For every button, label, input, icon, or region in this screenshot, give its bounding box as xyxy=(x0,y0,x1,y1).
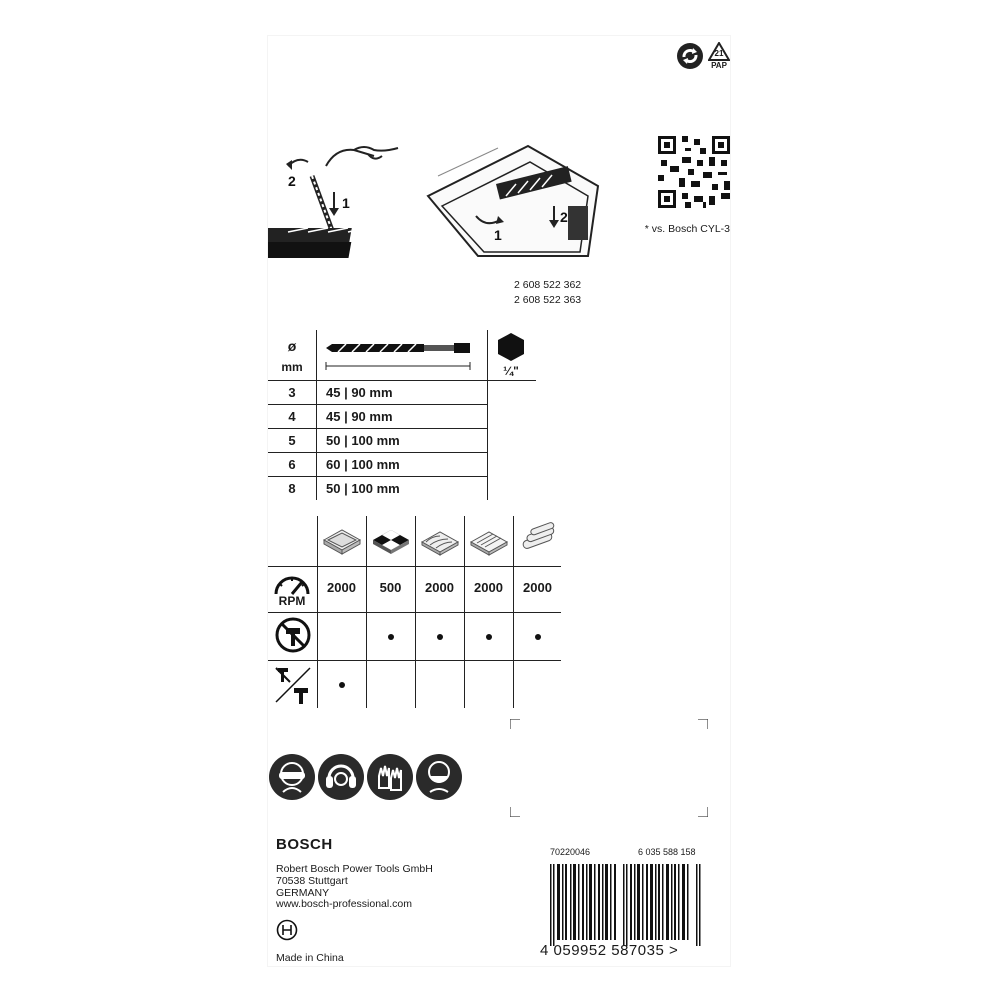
spec-diameter: 3 xyxy=(288,385,296,400)
hex-shank-icon xyxy=(496,332,526,362)
qr-note: * vs. Bosch CYL-3 xyxy=(644,223,730,235)
spec-length: 50 | 100 mm xyxy=(326,433,400,448)
rpm-row-line-3 xyxy=(268,660,561,661)
part-number-2: 2 608 522 363 xyxy=(514,294,582,306)
safety-glasses-icon xyxy=(269,754,315,800)
svg-text:1: 1 xyxy=(494,227,502,243)
spec-row xyxy=(268,404,496,428)
spec-length: 50 | 100 mm xyxy=(326,481,400,496)
barcode-bars xyxy=(550,864,702,946)
barcode-code-right: 6 035 588 158 xyxy=(638,847,696,857)
hammer-dot-1 xyxy=(339,682,345,688)
speed-gauge-icon xyxy=(272,570,312,596)
stone-material-icon xyxy=(420,522,460,558)
bit-removal-illustration xyxy=(268,136,408,266)
company-city: 70538 Stuttgart xyxy=(276,875,348,887)
paper-recycling-icon xyxy=(708,42,730,70)
gloves-icon xyxy=(367,754,413,800)
svg-text:2: 2 xyxy=(288,173,296,189)
recycle-arrows-icon xyxy=(676,42,704,70)
svg-text:1: 1 xyxy=(342,195,350,211)
bosch-logo-text: BOSCH xyxy=(276,836,333,853)
diameter-unit: mm xyxy=(281,360,303,374)
recycle-code: PAP xyxy=(711,61,727,70)
ear-protection-icon xyxy=(318,754,364,800)
no-hammer-dot-2 xyxy=(388,634,394,640)
company-website: www.bosch-professional.com xyxy=(276,898,412,910)
rpm-value: 2000 xyxy=(425,580,454,595)
company-name: Robert Bosch Power Tools GmbH xyxy=(276,863,433,875)
no-hammer-dot-5 xyxy=(535,634,541,640)
spec-diameter: 8 xyxy=(288,481,296,496)
rpm-row-line-2 xyxy=(268,612,561,613)
rpm-value: 2000 xyxy=(327,580,356,595)
hex-shank-label: ¼" xyxy=(503,364,519,378)
rpm-value: 2000 xyxy=(523,580,552,595)
rpm-row-line-1 xyxy=(268,566,561,567)
no-hammer-dot-4 xyxy=(486,634,492,640)
spec-row xyxy=(268,476,496,500)
diameter-symbol: ø xyxy=(287,338,297,354)
pipe-material-icon xyxy=(518,522,558,558)
spec-table xyxy=(268,330,536,500)
bosch-armature-icon xyxy=(276,919,298,941)
spec-diameter: 6 xyxy=(288,457,296,472)
spec-length: 45 | 90 mm xyxy=(326,385,393,400)
no-hammer-icon xyxy=(274,616,312,654)
dust-mask-icon xyxy=(416,754,462,800)
packaging-card xyxy=(268,36,730,966)
label-area-frame xyxy=(510,719,708,817)
qr-code xyxy=(658,136,730,208)
hammer-mode-icon xyxy=(272,664,314,706)
rpm-label: RPM xyxy=(278,594,306,608)
drill-bit-icon xyxy=(324,336,474,376)
svg-text:2: 2 xyxy=(560,209,568,225)
spec-row xyxy=(268,452,496,476)
company-country: GERMANY xyxy=(276,887,330,899)
part-number-1: 2 608 522 362 xyxy=(514,279,582,291)
glazed-tile-icon xyxy=(371,522,411,558)
spec-length: 45 | 90 mm xyxy=(326,409,393,424)
spec-row xyxy=(268,380,496,404)
spec-diameter: 5 xyxy=(288,433,296,448)
rpm-value: 2000 xyxy=(474,580,503,595)
spec-row xyxy=(268,428,496,452)
wood-material-icon xyxy=(469,522,509,558)
no-hammer-dot-3 xyxy=(437,634,443,640)
made-in-label: Made in China xyxy=(276,952,344,964)
barcode-code-left: 70220046 xyxy=(550,847,591,857)
rpm-value: 500 xyxy=(379,580,402,595)
case-insertion-illustration xyxy=(418,136,608,276)
barcode-digits: 4 059952 587035 > xyxy=(540,942,679,959)
recycle-number: 21 xyxy=(714,49,724,58)
spec-diameter: 4 xyxy=(288,409,296,424)
tile-material-icon xyxy=(322,522,362,558)
spec-length: 60 | 100 mm xyxy=(326,457,400,472)
